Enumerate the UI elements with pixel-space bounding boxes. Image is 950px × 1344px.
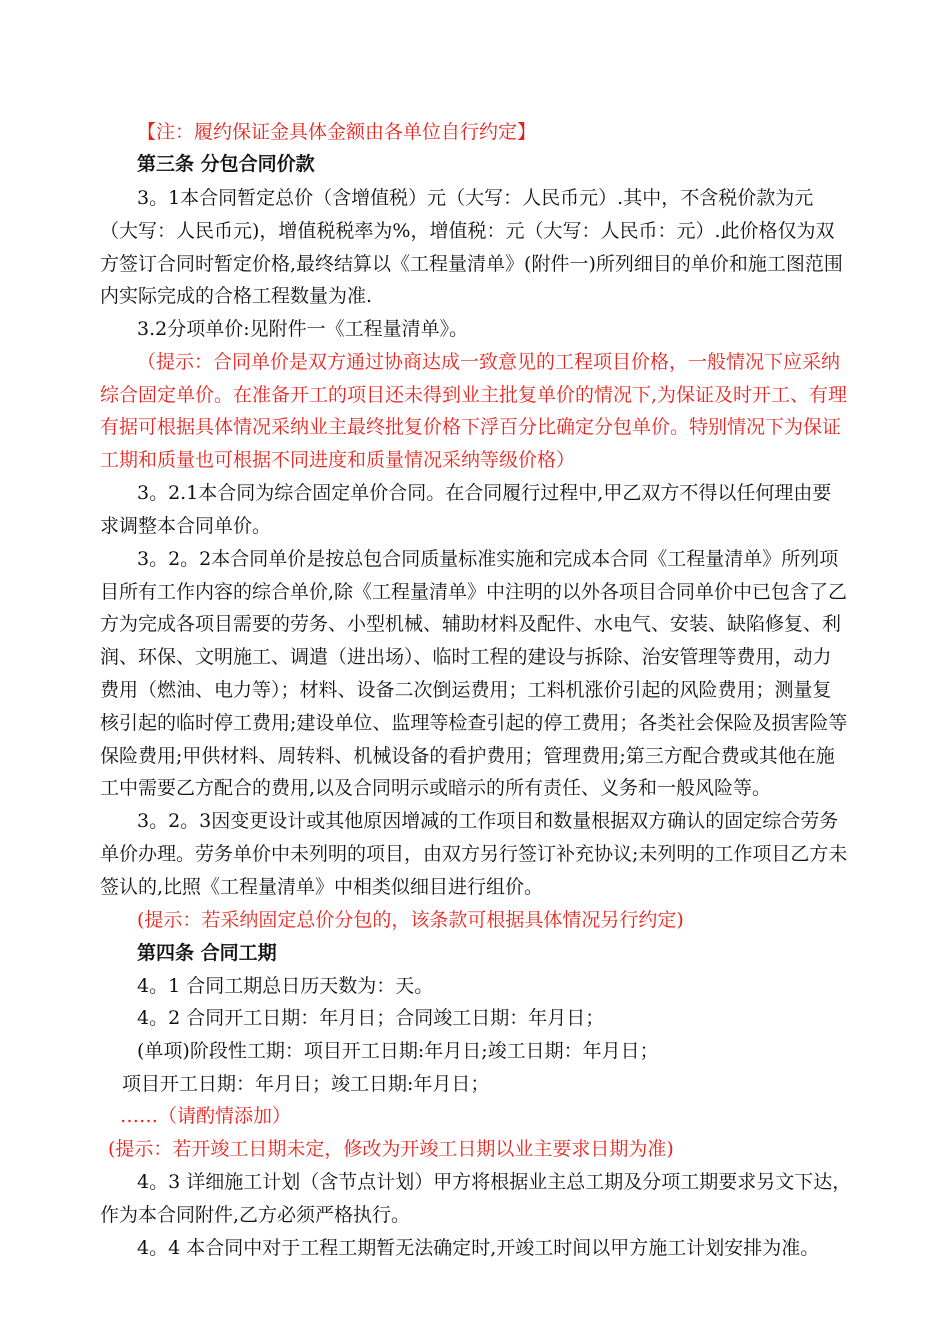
clause-3-2-2-line-1: 3。2。2本合同单价是按总包合同质量标准实施和完成本合同《工程量清单》所列项 [137, 548, 839, 570]
clause-3-2-2-line-5: 费用（燃油、电力等）；材料、设备二次倒运费用；工料机涨价引起的风险费用；测量复 [100, 679, 832, 701]
tip-unit-price-line-1: （提示：合同单价是双方通过协商达成一致意见的工程项目价格，一般情况下应采纳 [137, 351, 841, 373]
clause-3-2-2-line-8: 工中需要乙方配合的费用,以及合同明示或暗示的所有责任、义务和一般风险等。 [100, 777, 772, 799]
tip-fixed-total-price: (提示：若采纳固定总价分包的，该条款可根据具体情况另行约定) [137, 909, 684, 931]
note-performance-bond: 【注：履约保证金具体金额由各单位自行约定】 [137, 121, 537, 143]
tip-start-end-dates: (提示：若开竣工日期未定，修改为开竣工日期以业主要求日期为准) [108, 1138, 674, 1160]
clause-4-2: 4。2 合同开工日期：年月日；合同竣工日期：年月日； [137, 1007, 605, 1029]
clause-4-3-line-1: 4。3 详细施工计划（含节点计划）甲方将根据业主总工期及分项工期要求另文下达， [137, 1171, 852, 1193]
clause-3-2-1-line-1: 3。2.1本合同为综合固定单价合同。在合同履行过程中,甲乙双方不得以任何理由要 [137, 482, 832, 504]
clause-3-2: 3.2分项单价:见附件一《工程量清单》。 [137, 318, 469, 340]
tip-unit-price-line-2: 综合固定单价。在准备开工的项目还未得到业主批复单价的情况下,为保证及时开工、有理 [100, 384, 848, 406]
clause-3-1-line-4: 内实际完成的合格工程数量为准. [100, 285, 373, 307]
project-dates: 项目开工日期：年月日；竣工日期:年月日； [122, 1073, 490, 1095]
clause-3-1-line-2: （大写：人民币元)，增值税税率为%，增值税：元（大写：人民币：元）.此价格仅为双 [100, 220, 835, 242]
clause-3-2-3-line-3: 签认的,比照《工程量清单》中相类似细目进行组价。 [100, 876, 544, 898]
clause-3-1-line-3: 方签订合同时暂定价格,最终结算以《工程量清单》(附件一)所列细目的单价和施工图范围 [100, 253, 843, 275]
article-4-heading: 第四条 合同工期 [137, 942, 277, 964]
clause-3-1-line-1: 3。1本合同暂定总价（含增值税）元（大写：人民币元）.其中，不含税价款为元 [137, 187, 814, 209]
clause-4-1: 4。1 合同工期总日历天数为：天。 [137, 975, 434, 997]
add-as-needed-note: ……（请酌情添加） [120, 1105, 292, 1127]
phased-schedule: (单项)阶段性工期：项目开工日期:年月日;竣工日期：年月日； [137, 1040, 659, 1062]
clause-4-4: 4。4 本合同中对于工程工期暂无法确定时,开竣工时间以甲方施工计划安排为准。 [137, 1237, 820, 1259]
clause-3-2-3-line-2: 单价办理。劳务单价中未列明的项目，由双方另行签订补充协议;未列明的工作项目乙方未 [100, 843, 848, 865]
tip-unit-price-line-4: 工期和质量也可根据不同进度和质量情况采纳等级价格） [100, 449, 576, 471]
clause-3-2-2-line-2: 目所有工作内容的综合单价,除《工程量清单》中注明的以外各项目合同单价中已包含了乙 [100, 581, 848, 603]
clause-4-3-line-2: 作为本合同附件,乙方必须严格执行。 [100, 1204, 411, 1226]
clause-3-2-2-line-3: 方为完成各项目需要的劳务、小型机械、辅助材料及配件、水电气、安装、缺陷修复、利 [100, 613, 842, 635]
clause-3-2-2-line-7: 保险费用;甲供材料、周转料、机械设备的看护费用；管理费用;第三方配合费或其他在施 [100, 745, 835, 767]
clause-3-2-1-line-2: 求调整本合同单价。 [100, 515, 272, 537]
clause-3-2-3-line-1: 3。2。3因变更设计或其他原因增减的工作项目和数量根据双方确认的固定综合劳务 [137, 810, 839, 832]
clause-3-2-2-line-4: 润、环保、文明施工、调遣（进出场）、临时工程的建设与拆除、治安管理等费用，动力 [100, 646, 832, 668]
article-3-heading: 第三条 分包合同价款 [137, 153, 315, 175]
tip-unit-price-line-3: 有据可根据具体情况采纳业主最终批复价格下浮百分比确定分包单价。特别情况下为保证 [100, 416, 842, 438]
clause-3-2-2-line-6: 核引起的临时停工费用;建设单位、监理等检查引起的停工费用；各类社会保险及损害险等 [100, 712, 848, 734]
